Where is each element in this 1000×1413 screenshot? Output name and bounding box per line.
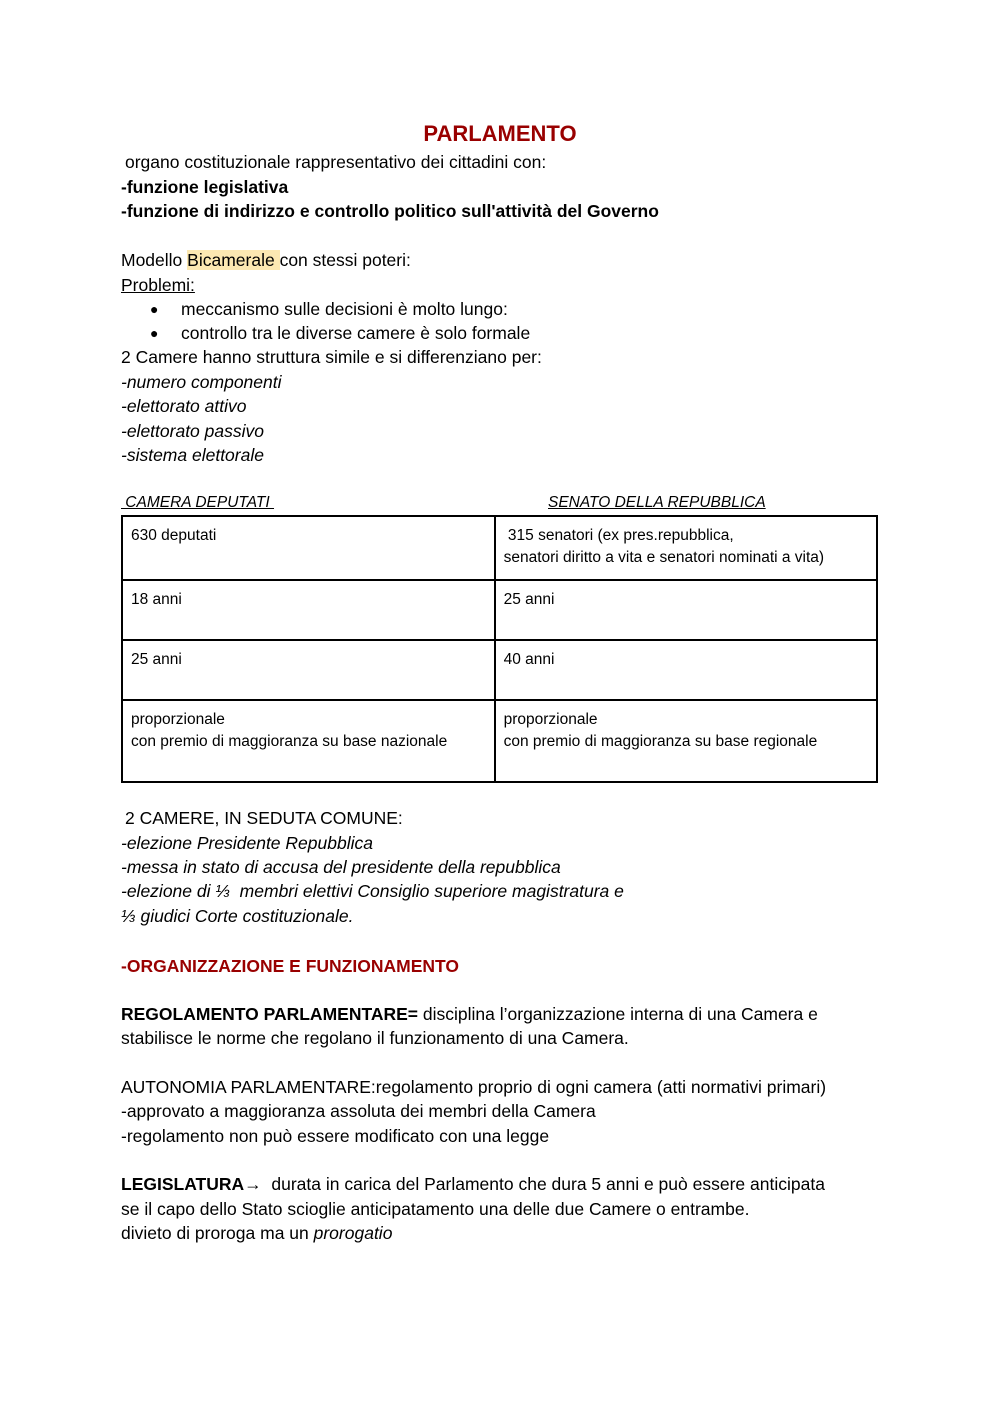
bullet-item (150, 321, 530, 345)
legislatura-line3 (121, 1221, 392, 1245)
table-cell (122, 580, 495, 640)
bullet-text: controllo tra le diverse camere è solo formale (181, 323, 531, 343)
table-cell (122, 516, 495, 580)
table-cell (122, 640, 495, 700)
seduta-comune-item: -elezione di ⅓ membri elettivi Consiglio superiore magistratura e (121, 881, 624, 901)
header-camera-deputati: CAMERA DEPUTATI (121, 494, 275, 511)
cell-text: proporzionale (131, 711, 225, 728)
bullet-icon: ● (150, 301, 159, 317)
problemi-label: Problemi: (121, 275, 195, 295)
cell-text: proporzionale (503, 711, 598, 728)
header-senato: SENATO DELLA REPUBBLICA (548, 494, 766, 511)
legislatura-prorogatio: prorogatio (313, 1223, 393, 1243)
table-row (122, 700, 877, 782)
differenze-intro: 2 Camere hanno struttura simile e si differenziano per: (121, 347, 542, 367)
cell-text: 18 anni (131, 591, 182, 608)
table-cell (495, 640, 877, 700)
legislatura-line2: se il capo dello Stato scioglie anticipatamento una delle due Camere o entrambe. (121, 1199, 750, 1219)
seduta-comune-heading: 2 CAMERE, IN SEDUTA COMUNE: (125, 808, 403, 828)
autonomia-line3: -regolamento non può essere modificato con una legge (121, 1126, 550, 1146)
differenze-item: -numero componenti (121, 372, 282, 392)
modello-suffix: con stessi poteri: (279, 250, 411, 270)
intro-text: organo costituzionale rappresentativo dei cittadini con: (125, 152, 547, 172)
differenze-item: -elettorato attivo (121, 396, 247, 416)
autonomia-line1: AUTONOMIA PARLAMENTARE:regolamento proprio di ogni camera (atti normativi primari) (121, 1077, 827, 1097)
table-cell (495, 700, 877, 782)
cell-text: 25 anni (131, 651, 182, 668)
table-row (122, 640, 877, 700)
modello-prefix: Modello (121, 250, 188, 270)
intro-function-legislative: -funzione legislativa (121, 177, 289, 197)
table-row (122, 580, 877, 640)
cell-text: 25 anni (503, 591, 555, 608)
cell-text: 40 anni (503, 651, 555, 668)
seduta-comune-item: -elezione Presidente Repubblica (121, 833, 373, 853)
differenze-item: -elettorato passivo (121, 421, 264, 441)
modello-highlight: Bicamerale (187, 250, 280, 270)
modello-line (121, 248, 411, 272)
bullet-icon: ● (150, 325, 159, 341)
legislatura-text: durata in carica del Parlamento che dura 5 anni e può essere anticipata (261, 1174, 825, 1194)
legislatura-term: LEGISLATURA→ (121, 1174, 262, 1194)
regolamento-line2: stabilisce le norme che regolano il funzionamento di una Camera. (121, 1028, 629, 1048)
autonomia-line2: -approvato a maggioranza assoluta dei membri della Camera (121, 1101, 596, 1121)
cell-text: 630 deputati (131, 527, 217, 544)
table-cell (495, 516, 877, 580)
bullet-text: meccanismo sulle decisioni è molto lungo: (181, 299, 508, 319)
regolamento-term: REGOLAMENTO PARLAMENTARE= (121, 1004, 419, 1024)
bullet-item (150, 297, 508, 321)
cell-text: 315 senatori (ex pres.repubblica, (503, 527, 734, 544)
intro-function-control: -funzione di indirizzo e controllo politico sull'attività del Governo (121, 201, 659, 221)
table-row (122, 516, 877, 580)
seduta-comune-item: -messa in stato di accusa del presidente della repubblica (121, 857, 561, 877)
section-heading-organizzazione: -ORGANIZZAZIONE E FUNZIONAMENTO (121, 956, 459, 976)
cell-text: con premio di maggioranza su base nazionale (131, 733, 448, 750)
comparison-table (121, 515, 878, 783)
table-cell (122, 700, 495, 782)
legislatura-line1 (121, 1172, 825, 1196)
cell-text: senatori diritto a vita e senatori nominati a vita) (503, 549, 825, 566)
seduta-comune-item: ⅓ giudici Corte costituzionale. (121, 906, 354, 926)
regolamento-line1 (121, 1002, 818, 1026)
table-cell (495, 580, 877, 640)
legislatura-prefix: divieto di proroga ma un (121, 1223, 314, 1243)
page-title: PARLAMENTO (423, 121, 577, 146)
cell-text: con premio di maggioranza su base regionale (503, 733, 818, 750)
differenze-item: -sistema elettorale (121, 445, 264, 465)
regolamento-text: disciplina l’organizzazione interna di una Camera e (418, 1004, 818, 1024)
